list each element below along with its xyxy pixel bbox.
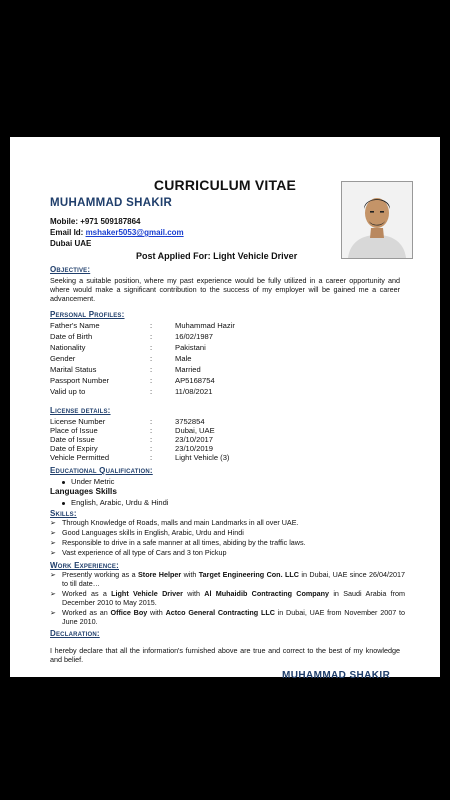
skills-heading: Skills: [50, 509, 77, 518]
skill-text: Vast experience of all type of Cars and 3 ton Pickup [62, 548, 227, 557]
arrow-bullet-icon: ➢ [50, 608, 57, 617]
skill-text: Through Knowledge of Roads, malls and main Landmarks in all over UAE. [62, 518, 299, 527]
objective-text: Seeking a suitable position, where my past experience would be fully utilized in a career opportunity and where would make a significant contribution to the success of my employer will be gained me a career advancement. [50, 276, 400, 303]
work-text-part: in Dubai, UAE since 26/04/2017 to till date… [62, 570, 405, 588]
arrow-bullet-icon: ➢ [50, 528, 57, 537]
personal-label: Nationality [50, 343, 86, 352]
personal-value: 16/02/1987 [175, 332, 214, 341]
work-position: Light Vehicle Driver [111, 589, 183, 598]
personal-label: Father's Name [50, 321, 100, 330]
personal-label: Gender [50, 354, 76, 363]
license-value: 3752854 [175, 417, 205, 426]
license-label: License Number [50, 417, 106, 426]
declaration-text: I hereby declare that all the information's furnished above are true and correct to the best of my knowledge and belief. [50, 646, 400, 664]
work-text-part: in Dubai, UAE from November 2007 to June 2010. [62, 608, 405, 626]
personal-sep: : [150, 387, 153, 396]
email-label: Email Id: [50, 228, 86, 237]
license-sep: : [150, 444, 153, 453]
work-text [62, 571, 405, 588]
bullet-dot-icon [62, 481, 65, 484]
license-value: 23/10/2017 [175, 435, 214, 444]
work-company: Actco General Contracting LLC [165, 608, 275, 617]
signature-name: MUHAMMAD SHAKIR [282, 670, 391, 681]
post-applied: Post Applied For: Light Vehicle Driver [136, 251, 298, 261]
license-sep: : [150, 417, 153, 426]
person-photo-icon [342, 182, 412, 258]
work-text-part: Presently working as a [62, 570, 138, 579]
applicant-name: MUHAMMAD SHAKIR [50, 197, 173, 209]
skill-text: Responsible to drive in a safe manner at all times, abiding by the traffic laws. [62, 538, 306, 547]
license-label: Date of Expiry [50, 444, 98, 453]
license-value: 23/10/2019 [175, 444, 214, 453]
work-position: Store Helper [138, 570, 182, 579]
license-sep: : [150, 426, 153, 435]
license-details-heading: License details: [50, 406, 111, 415]
work-company: Al Muhaidib Contracting Company [204, 589, 330, 598]
work-text-part: with [147, 608, 166, 617]
personal-sep: : [150, 354, 153, 363]
arrow-bullet-icon: ➢ [50, 538, 57, 547]
bullet-dot-icon [62, 502, 65, 505]
personal-sep: : [150, 343, 153, 352]
personal-sep: : [150, 332, 153, 341]
work-text-part: Worked as a [62, 589, 112, 598]
personal-value: Male [175, 354, 192, 363]
license-sep: : [150, 453, 153, 462]
objective-heading: Objective: [50, 265, 91, 274]
work-text-part: with [182, 589, 205, 598]
work-company: Target Engineering Con. LLC [198, 570, 299, 579]
work-text [62, 609, 405, 626]
education-heading: Educational Qualification: [50, 466, 153, 475]
arrow-bullet-icon: ➢ [50, 518, 57, 527]
mobile-line: Mobile: +971 509187864 [50, 217, 141, 226]
license-value: Dubai, UAE [175, 426, 215, 435]
work-experience-heading: Work Experience: [50, 561, 119, 570]
email-link[interactable]: mshaker5053@gmail.com [85, 228, 184, 237]
personal-sep: : [150, 365, 153, 374]
personal-value: Married [175, 365, 201, 374]
location-line: Dubai UAE [50, 239, 92, 248]
email-line [50, 228, 184, 237]
personal-label: Date of Birth [50, 332, 93, 341]
personal-label: Valid up to [50, 387, 86, 396]
arrow-bullet-icon: ➢ [50, 589, 57, 598]
arrow-bullet-icon: ➢ [50, 570, 57, 579]
personal-label: Passport Number [50, 376, 110, 385]
languages-heading: Languages Skills [50, 487, 117, 496]
license-sep: : [150, 435, 153, 444]
license-label: Date of Issue [50, 435, 95, 444]
personal-value: AP5168754 [175, 376, 215, 385]
personal-label: Marital Status [50, 365, 97, 374]
personal-profiles-heading: Personal Profiles: [50, 310, 125, 319]
license-value: Light Vehicle (3) [175, 453, 230, 462]
profile-photo [341, 181, 413, 259]
personal-sep: : [150, 376, 153, 385]
work-text [62, 590, 405, 607]
arrow-bullet-icon: ➢ [50, 548, 57, 557]
license-label: Place of Issue [50, 426, 98, 435]
resume-page: CURRICULUM VITAE MUHAMMAD SHAKIR Mobile: +971 509187864 Email Id: mshaker5053@gmail.com Dubai UAE Post Applied For: Light Vehicle Driver Objective: Seeking a suitable position, where my past experience would be fully utilized in a career opportunity and where would make a significant contribution to the success of my employer will be gained me a career advancement. Personal Profiles: Father's Name : Muhammad Hazir Date of Birth : 16/02/1987 Nationality : Pakistani Gender : Male Marital Status : Married Passport Number : AP5168754 Valid up to : 11/08/2021 License details: License Number : 3752854 Place of Issue : Dubai, UAE Date of Issue : 23/10/2017 Date of Expiry : 23/10/2019 Vehicle Permitted : Light Vehicle (3) Educational Qualification: Under Metric Languages Skills English, Arabic, Urdu & Hindi Skills: ➢ Through Knowledge of Roads, malls and main Landmarks in all over UAE. ➢ Good Languages skills in English, Arabic, Urdu and Hindi ➢ Responsible to drive in a safe manner at all times, abiding by the traffic laws. ➢ Vast experience of all type of Cars and 3 ton Pickup Work Experience: ➢ Presently working as a Store Helper with Target Engineering Con. LLC in Dubai, UAE since 26/04/2017 to till date… ➢ Worked as a Light Vehicle Driver with Al Muhaidib Contracting Company in Saudi Arabia from December 2010 to May 2015. ➢ Worked as an Office Boy with Actco General Contracting LLC in Dubai, UAE from November 2007 to June 2010. Declaration: I hereby declare that all the information's furnished above are true and correct to the best of my knowledge and belief. MUHAMMAD SHAKIR [10, 137, 440, 677]
document-title: CURRICULUM VITAE [153, 177, 297, 193]
work-text-part: Worked as an [62, 608, 111, 617]
personal-value: 11/08/2021 [175, 387, 213, 396]
license-label: Vehicle Permitted [50, 453, 110, 462]
declaration-heading: Declaration: [50, 629, 100, 638]
skill-text: Good Languages skills in English, Arabic, Urdu and Hindi [62, 528, 244, 537]
personal-value: Pakistani [175, 343, 206, 352]
personal-sep: : [150, 321, 153, 330]
work-text-part: with [181, 570, 199, 579]
work-position: Office Boy [110, 608, 148, 617]
work-text-part: in Saudi Arabia from December 2010 to May 2015. [62, 589, 405, 607]
personal-value: Muhammad Hazir [175, 321, 235, 330]
